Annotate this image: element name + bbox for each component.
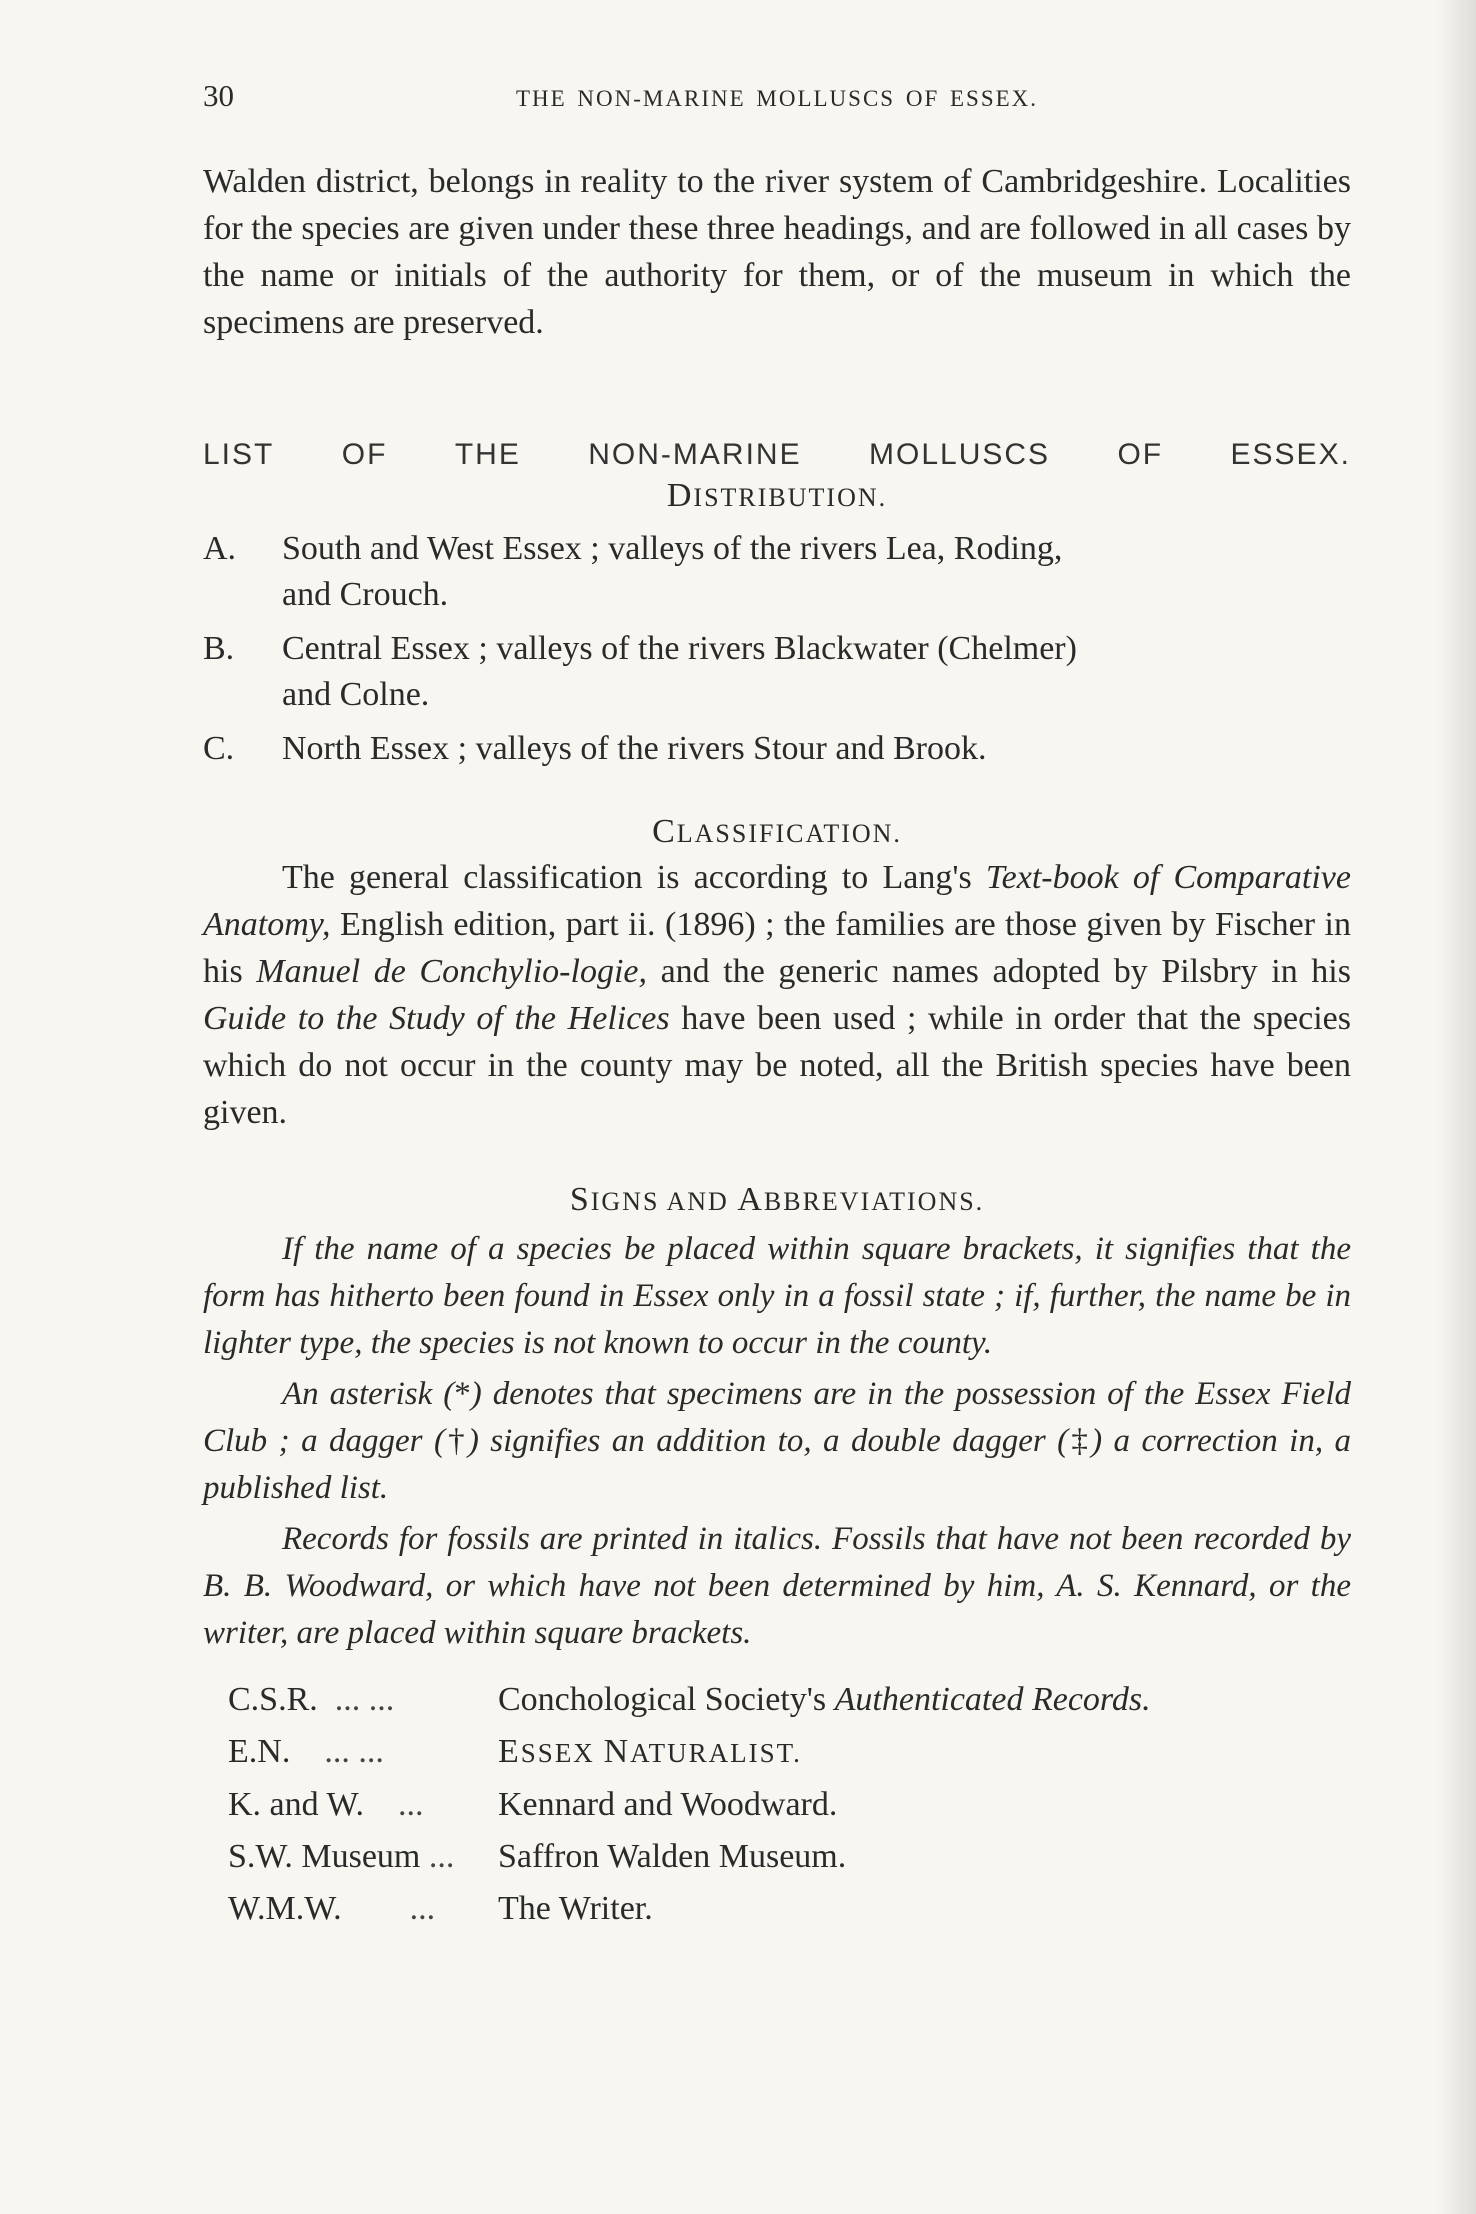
abbreviation-meaning: ESSEX NATURALIST.	[498, 1733, 802, 1770]
intro-paragraph: Walden district, belongs in reality to the river system of Cambridgeshire. Localities for the species are given under these three headings, and are followed in all cases by the name or initials of the authority for them, or of the museum in which the specimens are preserved.	[203, 163, 1351, 341]
double-dagger-symbol: ‡	[1068, 1423, 1092, 1459]
list-title-word: OF	[341, 438, 388, 471]
list-title-word: OF	[1117, 438, 1164, 471]
distribution-letter: C.	[203, 730, 235, 767]
distribution-letter: A.	[203, 530, 237, 567]
abbreviations-list	[203, 1677, 1351, 1932]
abbreviation-key: K. and W. ...	[228, 1786, 424, 1823]
distribution-item-c: C. North Essex ; valleys of the rivers Stour and Brook.	[203, 726, 1351, 772]
list-title-word: NON-MARINE	[588, 438, 802, 471]
abbreviation-key: E.N. ... ...	[228, 1733, 384, 1770]
book-page	[203, 78, 1351, 1938]
book-title: Manuel de Conchylio-logie,	[256, 953, 647, 990]
signs-notes	[203, 1226, 1351, 1657]
abbreviation-meaning: Kennard and Woodward.	[498, 1786, 838, 1823]
abbreviation-row	[203, 1677, 1351, 1723]
distribution-item-b: B. Central Essex ; valleys of the rivers Blackwater (Chelmer) and Colne.	[203, 626, 1351, 718]
asterisk-symbol: *	[454, 1376, 471, 1412]
distribution-list	[203, 526, 1351, 772]
distribution-letter: B.	[203, 630, 235, 667]
list-title-word: ESSEX.	[1230, 438, 1351, 471]
abbreviation-row	[203, 1886, 1351, 1932]
note-symbols: An asterisk (*) denotes that specimens are in the possession of the Essex Field Club ; a dagger (†) signifies an addition to, a double dagger (‡) a correction in, a published list.	[203, 1376, 1352, 1506]
page-number: 30	[203, 78, 234, 113]
classification-heading: CLASSIFICATION.	[652, 813, 902, 850]
note-brackets: If the name of a species be placed within square brackets, it signifies that the form has hitherto been found in Essex only in a fossil state ; if, further, the name be in lighter type, the species is not known to occur in the county.	[203, 1231, 1351, 1361]
list-title-word: MOLLUSCS	[869, 438, 1051, 471]
abbreviation-row	[203, 1729, 1351, 1776]
note-fossils: Records for fossils are printed in italics. Fossils that have not been recorded by B. B. Woodward, or which have not been determined by him, A. S. Kennard, or the writer, are placed within square brackets.	[203, 1521, 1351, 1651]
book-title: Guide to the Study of the Helices	[203, 1000, 670, 1037]
abbreviation-key: W.M.W. ...	[228, 1890, 436, 1927]
running-title: THE NON-MARINE MOLLUSCS OF ESSEX.	[515, 86, 1039, 111]
page-edge-shadow	[1436, 0, 1476, 2214]
classification-paragraph: The general classification is according to Lang's Text-book of Comparative Anatomy, English edition, part ii. (1896) ; the families are those given by Fischer in his Manuel de Conchylio-logie, and the generic names adopted by Pilsbry in his Guide to the Study of the Helices have been used ; while in order that the species which do not occur in the county may be noted, all the British species have been given.	[203, 859, 1351, 1131]
distribution-heading: DISTRIBUTION.	[666, 477, 888, 514]
abbreviation-meaning: The Writer.	[498, 1890, 653, 1927]
book-title: Text-book of Comparative Anatomy,	[203, 859, 1351, 943]
abbreviation-row	[203, 1782, 1351, 1828]
list-title	[203, 438, 1351, 472]
dagger-symbol: †	[444, 1423, 468, 1459]
signs-heading: SIGNS AND ABBREVIATIONS.	[569, 1181, 985, 1218]
running-header	[203, 78, 1351, 128]
abbreviation-meaning: Conchological Society's Authenticated Records.	[498, 1681, 1151, 1718]
distribution-item-a: A. South and West Essex ; valleys of the rivers Lea, Roding, and Crouch.	[203, 526, 1351, 618]
list-title-word: THE	[454, 438, 521, 471]
abbreviation-key: C.S.R. ... ...	[228, 1681, 395, 1718]
abbreviation-meaning: Saffron Walden Museum.	[498, 1838, 847, 1875]
abbreviation-row	[203, 1834, 1351, 1880]
list-title-word: LIST	[203, 438, 275, 471]
abbreviation-key: S.W. Museum ...	[228, 1838, 455, 1875]
